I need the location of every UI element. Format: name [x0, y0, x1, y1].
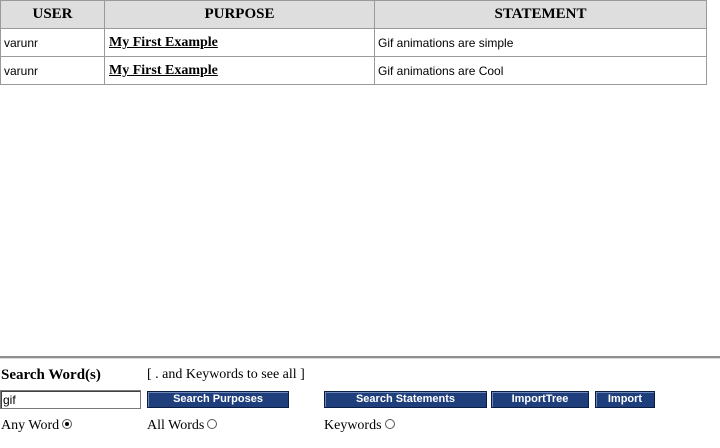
search-purposes-button[interactable]: Search Purposes	[147, 391, 289, 408]
option-all-words-label: All Words	[147, 418, 205, 433]
frame-divider[interactable]	[0, 356, 720, 359]
column-header-purpose: PURPOSE	[105, 1, 375, 29]
purpose-link[interactable]: My First Example	[109, 34, 218, 50]
cell-purpose	[105, 57, 375, 85]
import-tree-button[interactable]: ImportTree	[491, 391, 589, 408]
import-button[interactable]: Import	[595, 391, 655, 408]
cell-user: varunr	[1, 57, 105, 85]
any-word-radio[interactable]	[62, 419, 72, 429]
option-keywords-label: Keywords	[324, 418, 382, 433]
table-row	[1, 57, 707, 85]
search-input[interactable]	[0, 390, 141, 409]
option-any-word-label: Any Word	[1, 418, 60, 433]
option-keywords[interactable]	[324, 418, 395, 434]
option-any-word[interactable]	[1, 418, 72, 434]
table-header-row	[1, 1, 707, 29]
purpose-link[interactable]: My First Example	[109, 62, 218, 78]
search-label: Search Word(s)	[1, 367, 101, 383]
cell-statement: Gif animations are simple	[375, 29, 707, 57]
table-row	[1, 29, 707, 57]
column-header-statement: STATEMENT	[375, 1, 707, 29]
results-table	[0, 0, 707, 85]
column-header-user: USER	[1, 1, 105, 29]
search-statements-button[interactable]: Search Statements	[324, 391, 487, 408]
search-hint: [ . and Keywords to see all ]	[147, 367, 305, 382]
keywords-radio[interactable]	[385, 419, 395, 429]
cell-statement: Gif animations are Cool	[375, 57, 707, 85]
cell-user: varunr	[1, 29, 105, 57]
all-words-radio[interactable]	[207, 419, 217, 429]
cell-purpose	[105, 29, 375, 57]
option-all-words[interactable]	[147, 418, 217, 434]
